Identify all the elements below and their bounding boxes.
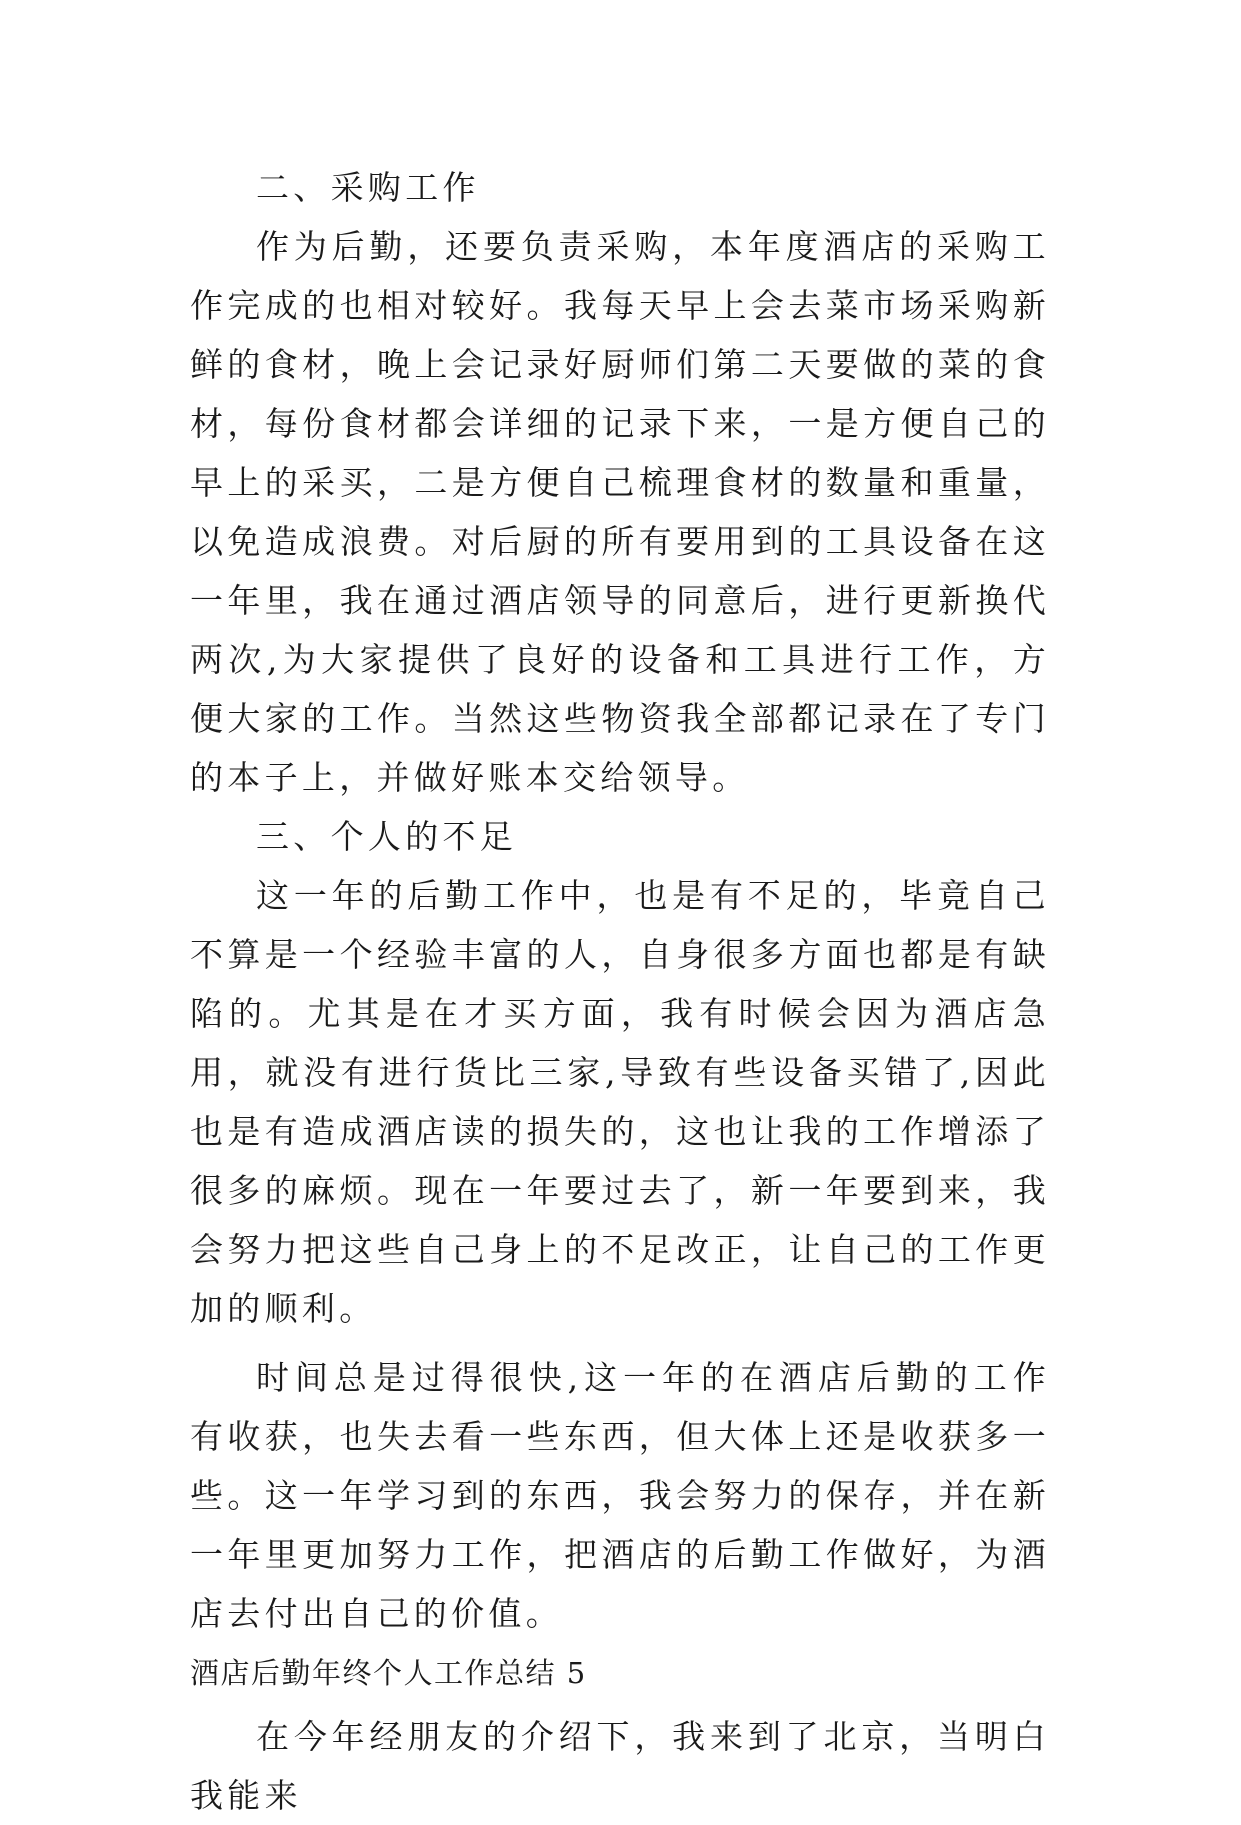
paragraph-conclusion: 时间总是过得很快,这一年的在酒店后勤的工作有收获，也失去看一些东西，但大体上还是收获多一些。这一年学习到的东西，我会努力的保存，并在新一年里更加努力工作，把酒店的后勤工作做好，为酒店去付出自己的价值。	[190, 1358, 1050, 1633]
paragraph-shortcomings: 这一年的后勤工作中，也是有不足的，毕竟自己不算是一个经验丰富的人，自身很多方面也都是有缺陷的。尤其是在才买方面，我有时候会因为酒店急用，就没有进行货比三家,导致有些设备买错了,因此也是有造成酒店读的损失的，这也让我的工作增添了很多的麻烦。现在一年要过去了，新一年要到来，我会努力把这些自己身上的不足改正，让自己的工作更加的顺利。	[190, 876, 1050, 1328]
section-heading-procurement: 二、采购工作	[256, 168, 480, 207]
section-heading-shortcomings: 三、个人的不足	[256, 817, 518, 856]
document-body	[190, 158, 1050, 1825]
paragraph-intro: 在今年经朋友的介绍下，我来到了北京，当明白我能来	[190, 1717, 1050, 1815]
paragraph-procurement: 作为后勤，还要负责采购，本年度酒店的采购工作完成的也相对较好。我每天早上会去菜市场采购新鲜的食材，晚上会记录好厨师们第二天要做的菜的食材，每份食材都会详细的记录下来，一是方便自己的早上的采买，二是方便自己梳理食材的数量和重量，以免造成浪费。对后厨的所有要用到的工具设备在这一年里，我在通过酒店领导的同意后，进行更新换代两次,为大家提供了良好的设备和工具进行工作，方便大家的工作。当然这些物资我全部都记录在了专门的本子上，并做好账本交给领导。	[190, 227, 1050, 797]
article-title-5: 酒店后勤年终个人工作总结 5	[190, 1656, 587, 1690]
